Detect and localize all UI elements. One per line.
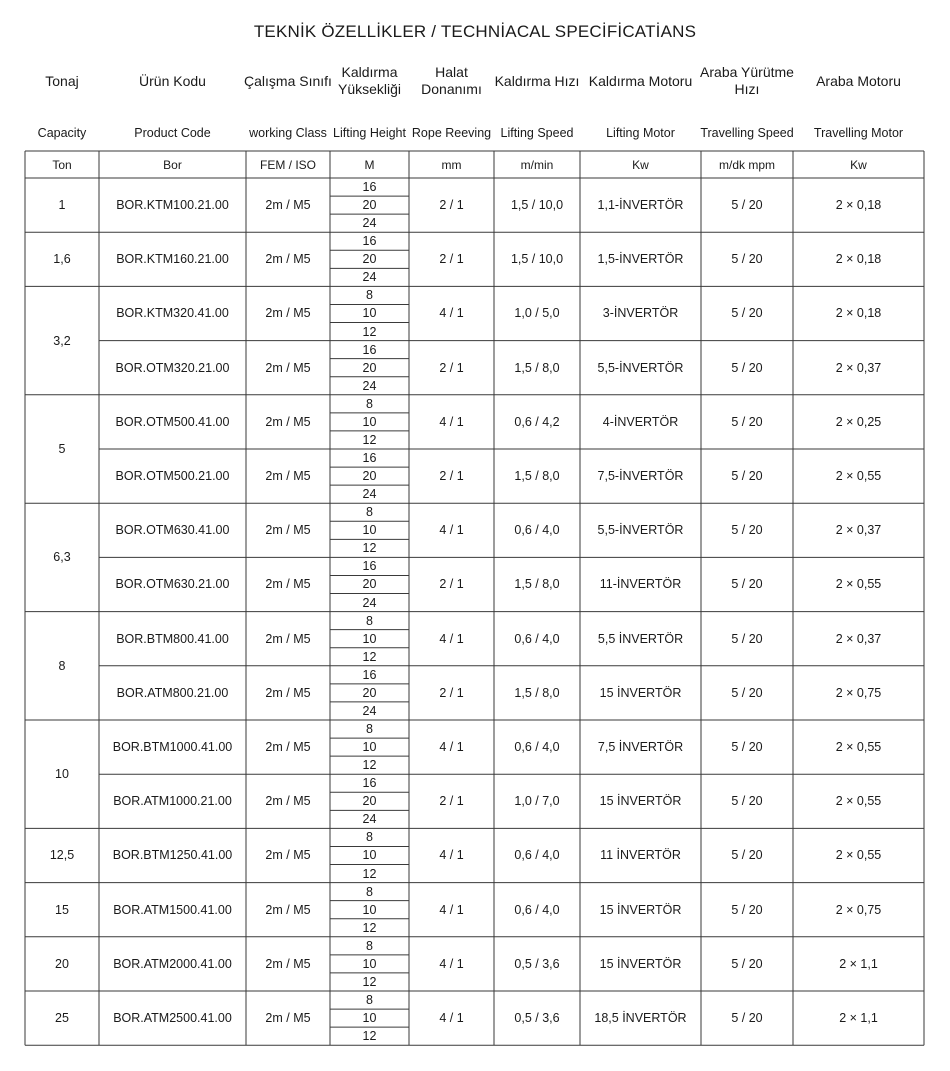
travelling-motor-cell: 2 × 0,18 — [835, 306, 882, 321]
lifting-speed-cell: 1,5 / 8,0 — [514, 685, 560, 700]
travelling-speed-cell: 5 / 20 — [731, 848, 763, 863]
work-class-cell: 2m / M5 — [265, 956, 311, 971]
rope-reeving-cell: 2 / 1 — [439, 198, 464, 213]
lifting-speed-cell: 0,6 / 4,0 — [514, 902, 560, 917]
lifting-height-cell: 20 — [362, 577, 377, 592]
lifting-height-cell: 16 — [362, 234, 377, 249]
column-header-tr: Araba Motoru — [816, 72, 901, 89]
lifting-speed-cell: 0,5 / 3,6 — [514, 956, 560, 971]
lifting-height-cell: 12 — [362, 432, 377, 447]
travelling-motor-cell: 2 × 0,18 — [835, 198, 882, 213]
work-class-cell: 2m / M5 — [265, 577, 311, 592]
lifting-motor-cell: 18,5 İNVERTÖR — [594, 1011, 687, 1026]
product-code-cell: BOR.OTM630.21.00 — [115, 577, 230, 592]
lifting-height-cell: 16 — [362, 451, 377, 466]
work-class-cell: 2m / M5 — [265, 848, 311, 863]
rope-reeving-cell: 4 / 1 — [439, 1011, 464, 1026]
lifting-height-cell: 12 — [362, 758, 377, 773]
lifting-height-cell: 8 — [366, 396, 373, 411]
product-code-cell: BOR.ATM1000.21.00 — [113, 794, 232, 809]
rope-reeving-cell: 2 / 1 — [439, 577, 464, 592]
work-class-cell: 2m / M5 — [265, 198, 311, 213]
travelling-speed-cell: 5 / 20 — [731, 1011, 763, 1026]
column-header-tr: Çalışma Sınıfı — [244, 72, 332, 89]
product-code-cell: BOR.KTM160.21.00 — [116, 252, 229, 267]
lifting-speed-cell: 0,6 / 4,0 — [514, 848, 560, 863]
lifting-height-cell: 10 — [362, 523, 377, 538]
column-header-en: working Class — [249, 125, 327, 140]
rope-reeving-cell: 4 / 1 — [439, 740, 464, 755]
lifting-height-cell: 12 — [362, 649, 377, 664]
lifting-height-cell: 20 — [362, 685, 377, 700]
rope-reeving-cell: 4 / 1 — [439, 631, 464, 646]
product-code-cell: BOR.ATM2000.41.00 — [113, 956, 232, 971]
capacity-cell: 1,6 — [53, 252, 71, 267]
rope-reeving-cell: 2 / 1 — [439, 360, 464, 375]
lifting-height-cell: 12 — [362, 541, 377, 556]
travelling-motor-cell: 2 × 0,25 — [835, 414, 882, 429]
work-class-cell: 2m / M5 — [265, 360, 311, 375]
lifting-height-cell: 12 — [362, 1029, 377, 1044]
work-class-cell: 2m / M5 — [265, 794, 311, 809]
lifting-speed-cell: 1,5 / 10,0 — [510, 252, 564, 267]
capacity-cell: 1 — [58, 198, 66, 213]
lifting-height-cell: 20 — [362, 198, 377, 213]
lifting-height-cell: 24 — [362, 812, 377, 827]
lifting-height-cell: 8 — [366, 993, 373, 1008]
product-code-cell: BOR.ATM800.21.00 — [116, 685, 229, 700]
lifting-height-cell: 16 — [362, 180, 377, 195]
column-header-tr: Kaldırma Motoru — [588, 72, 693, 89]
lifting-speed-cell: 0,6 / 4,0 — [514, 631, 560, 646]
column-header-en: Lifting Motor — [606, 125, 675, 140]
lifting-height-cell: 24 — [362, 378, 377, 393]
capacity-cell: 12,5 — [49, 848, 75, 863]
lifting-height-cell: 8 — [366, 938, 373, 953]
lifting-height-cell: 24 — [362, 703, 377, 718]
lifting-height-cell: 16 — [362, 667, 377, 682]
travelling-speed-cell: 5 / 20 — [731, 685, 763, 700]
work-class-cell: 2m / M5 — [265, 414, 311, 429]
lifting-height-cell: 10 — [362, 631, 377, 646]
work-class-cell: 2m / M5 — [265, 306, 311, 321]
column-header-tr: Tonaj — [45, 72, 79, 89]
lifting-height-cell: 10 — [362, 1011, 377, 1026]
column-unit: Kw — [850, 157, 867, 172]
capacity-cell: 20 — [55, 956, 69, 971]
capacity-cell: 6,3 — [53, 550, 71, 565]
lifting-motor-cell: 11 İNVERTÖR — [600, 848, 681, 863]
lifting-speed-cell: 1,0 / 7,0 — [514, 794, 560, 809]
rope-reeving-cell: 4 / 1 — [439, 848, 464, 863]
lifting-height-cell: 10 — [362, 848, 377, 863]
lifting-height-cell: 10 — [362, 956, 377, 971]
product-code-cell: BOR.KTM100.21.00 — [116, 198, 229, 213]
column-header-tr: Ürün Kodu — [139, 72, 206, 89]
capacity-cell: 5 — [58, 441, 66, 456]
lifting-motor-cell: 15 İNVERTÖR — [599, 794, 682, 809]
travelling-motor-cell: 2 × 0,55 — [835, 794, 882, 809]
capacity-cell: 8 — [58, 658, 66, 673]
product-code-cell: BOR.OTM500.41.00 — [115, 414, 230, 429]
column-header-tr: Kaldırma Hızı — [494, 72, 580, 89]
column-header-tr: Kaldırma Yüksekliği — [337, 64, 402, 97]
capacity-cell: 3,2 — [53, 333, 71, 348]
rope-reeving-cell: 2 / 1 — [439, 794, 464, 809]
lifting-height-cell: 8 — [366, 505, 373, 520]
travelling-motor-cell: 2 × 1,1 — [839, 1011, 878, 1026]
travelling-speed-cell: 5 / 20 — [731, 252, 763, 267]
lifting-speed-cell: 1,0 / 5,0 — [514, 306, 560, 321]
travelling-speed-cell: 5 / 20 — [731, 198, 763, 213]
product-code-cell: BOR.OTM320.21.00 — [115, 360, 230, 375]
capacity-cell: 15 — [55, 902, 69, 917]
travelling-motor-cell: 2 × 0,37 — [835, 631, 882, 646]
capacity-cell: 25 — [55, 1011, 69, 1026]
column-header-en: Capacity — [37, 125, 87, 140]
lifting-motor-cell: 5,5-İNVERTÖR — [597, 523, 684, 538]
lifting-motor-cell: 4-İNVERTÖR — [602, 414, 679, 429]
lifting-motor-cell: 15 İNVERTÖR — [599, 956, 682, 971]
lifting-motor-cell: 5,5-İNVERTÖR — [597, 360, 684, 375]
lifting-motor-cell: 1,1-İNVERTÖR — [597, 198, 684, 213]
column-header-en: Product Code — [134, 125, 211, 140]
lifting-speed-cell: 1,5 / 8,0 — [514, 360, 560, 375]
rope-reeving-cell: 2 / 1 — [439, 685, 464, 700]
travelling-motor-cell: 2 × 0,18 — [835, 252, 882, 267]
travelling-motor-cell: 2 × 0,75 — [835, 902, 882, 917]
column-unit: Bor — [163, 157, 182, 172]
rope-reeving-cell: 4 / 1 — [439, 902, 464, 917]
column-unit: mm — [441, 157, 462, 172]
product-code-cell: BOR.KTM320.41.00 — [116, 306, 229, 321]
column-header-en: Travelling Motor — [813, 125, 904, 140]
page-title: TEKNİK ÖZELLİKLER / TECHNİACAL SPECİFİCATİANS — [253, 22, 697, 41]
travelling-speed-cell: 5 / 20 — [731, 902, 763, 917]
column-unit: m/min — [520, 157, 554, 172]
capacity-cell: 10 — [55, 767, 69, 782]
travelling-motor-cell: 2 × 0,75 — [835, 685, 882, 700]
rope-reeving-cell: 4 / 1 — [439, 956, 464, 971]
travelling-speed-cell: 5 / 20 — [731, 523, 763, 538]
travelling-speed-cell: 5 / 20 — [731, 740, 763, 755]
product-code-cell: BOR.BTM800.41.00 — [116, 631, 229, 646]
travelling-motor-cell: 2 × 0,37 — [835, 360, 882, 375]
column-header-en: Travelling Speed — [700, 125, 794, 140]
product-code-cell: BOR.BTM1000.41.00 — [112, 740, 233, 755]
lifting-height-cell: 12 — [362, 974, 377, 989]
product-code-cell: BOR.OTM500.21.00 — [115, 469, 230, 484]
column-header-tr: Araba Yürütme Hızı — [700, 64, 794, 97]
travelling-motor-cell: 2 × 0,55 — [835, 469, 882, 484]
lifting-speed-cell: 0,5 / 3,6 — [514, 1011, 560, 1026]
lifting-height-cell: 10 — [362, 740, 377, 755]
lifting-motor-cell: 11-İNVERTÖR — [599, 577, 682, 592]
work-class-cell: 2m / M5 — [265, 902, 311, 917]
product-code-cell: BOR.BTM1250.41.00 — [112, 848, 233, 863]
lifting-height-cell: 24 — [362, 270, 377, 285]
column-header-en: Rope Reeving — [411, 125, 492, 140]
lifting-motor-cell: 15 İNVERTÖR — [599, 685, 682, 700]
lifting-height-cell: 12 — [362, 920, 377, 935]
lifting-height-cell: 10 — [362, 306, 377, 321]
travelling-speed-cell: 5 / 20 — [731, 360, 763, 375]
travelling-speed-cell: 5 / 20 — [731, 414, 763, 429]
work-class-cell: 2m / M5 — [265, 740, 311, 755]
lifting-height-cell: 10 — [362, 414, 377, 429]
work-class-cell: 2m / M5 — [265, 685, 311, 700]
travelling-motor-cell: 2 × 0,37 — [835, 523, 882, 538]
travelling-speed-cell: 5 / 20 — [731, 469, 763, 484]
work-class-cell: 2m / M5 — [265, 523, 311, 538]
lifting-speed-cell: 0,6 / 4,0 — [514, 523, 560, 538]
lifting-height-cell: 8 — [366, 288, 373, 303]
column-header-en: Lifting Height — [333, 125, 406, 140]
travelling-speed-cell: 5 / 20 — [731, 577, 763, 592]
work-class-cell: 2m / M5 — [265, 631, 311, 646]
rope-reeving-cell: 2 / 1 — [439, 252, 464, 267]
lifting-height-cell: 24 — [362, 595, 377, 610]
lifting-motor-cell: 15 İNVERTÖR — [599, 902, 682, 917]
lifting-motor-cell: 3-İNVERTÖR — [602, 306, 679, 321]
lifting-speed-cell: 1,5 / 8,0 — [514, 577, 560, 592]
lifting-speed-cell: 1,5 / 10,0 — [510, 198, 564, 213]
travelling-motor-cell: 2 × 1,1 — [839, 956, 878, 971]
rope-reeving-cell: 4 / 1 — [439, 523, 464, 538]
lifting-height-cell: 10 — [362, 902, 377, 917]
work-class-cell: 2m / M5 — [265, 469, 311, 484]
travelling-motor-cell: 2 × 0,55 — [835, 740, 882, 755]
lifting-height-cell: 24 — [362, 216, 377, 231]
travelling-speed-cell: 5 / 20 — [731, 631, 763, 646]
lifting-motor-cell: 1,5-İNVERTÖR — [597, 252, 684, 267]
lifting-height-cell: 16 — [362, 342, 377, 357]
lifting-height-cell: 16 — [362, 776, 377, 791]
lifting-motor-cell: 7,5-İNVERTÖR — [597, 469, 684, 484]
lifting-height-cell: 8 — [366, 613, 373, 628]
lifting-speed-cell: 0,6 / 4,0 — [514, 740, 560, 755]
column-header-tr: Halat Donanımı — [421, 64, 482, 97]
lifting-speed-cell: 1,5 / 8,0 — [514, 469, 560, 484]
rope-reeving-cell: 2 / 1 — [439, 469, 464, 484]
product-code-cell: BOR.ATM2500.41.00 — [113, 1011, 232, 1026]
travelling-motor-cell: 2 × 0,55 — [835, 577, 882, 592]
work-class-cell: 2m / M5 — [265, 1011, 311, 1026]
lifting-height-cell: 20 — [362, 469, 377, 484]
product-code-cell: BOR.ATM1500.41.00 — [113, 902, 232, 917]
lifting-height-cell: 8 — [366, 722, 373, 737]
lifting-motor-cell: 7,5 İNVERTÖR — [597, 740, 684, 755]
lifting-height-cell: 12 — [362, 324, 377, 339]
lifting-height-cell: 8 — [366, 884, 373, 899]
lifting-height-cell: 24 — [362, 487, 377, 502]
column-unit: M — [364, 157, 375, 172]
lifting-height-cell: 12 — [362, 866, 377, 881]
lifting-height-cell: 20 — [362, 252, 377, 267]
column-header-en: Lifting Speed — [500, 125, 574, 140]
travelling-motor-cell: 2 × 0,55 — [835, 848, 882, 863]
product-code-cell: BOR.OTM630.41.00 — [115, 523, 230, 538]
work-class-cell: 2m / M5 — [265, 252, 311, 267]
lifting-height-cell: 8 — [366, 830, 373, 845]
rope-reeving-cell: 4 / 1 — [439, 306, 464, 321]
lifting-height-cell: 16 — [362, 559, 377, 574]
column-unit: FEM / ISO — [259, 157, 316, 172]
lifting-height-cell: 20 — [362, 794, 377, 809]
travelling-speed-cell: 5 / 20 — [731, 794, 763, 809]
lifting-speed-cell: 0,6 / 4,2 — [514, 414, 560, 429]
travelling-speed-cell: 5 / 20 — [731, 306, 763, 321]
column-unit: Ton — [52, 157, 72, 172]
column-unit: Kw — [632, 157, 649, 172]
column-unit: m/dk mpm — [718, 157, 775, 172]
lifting-height-cell: 20 — [362, 360, 377, 375]
travelling-speed-cell: 5 / 20 — [731, 956, 763, 971]
lifting-motor-cell: 5,5 İNVERTÖR — [597, 631, 684, 646]
rope-reeving-cell: 4 / 1 — [439, 414, 464, 429]
